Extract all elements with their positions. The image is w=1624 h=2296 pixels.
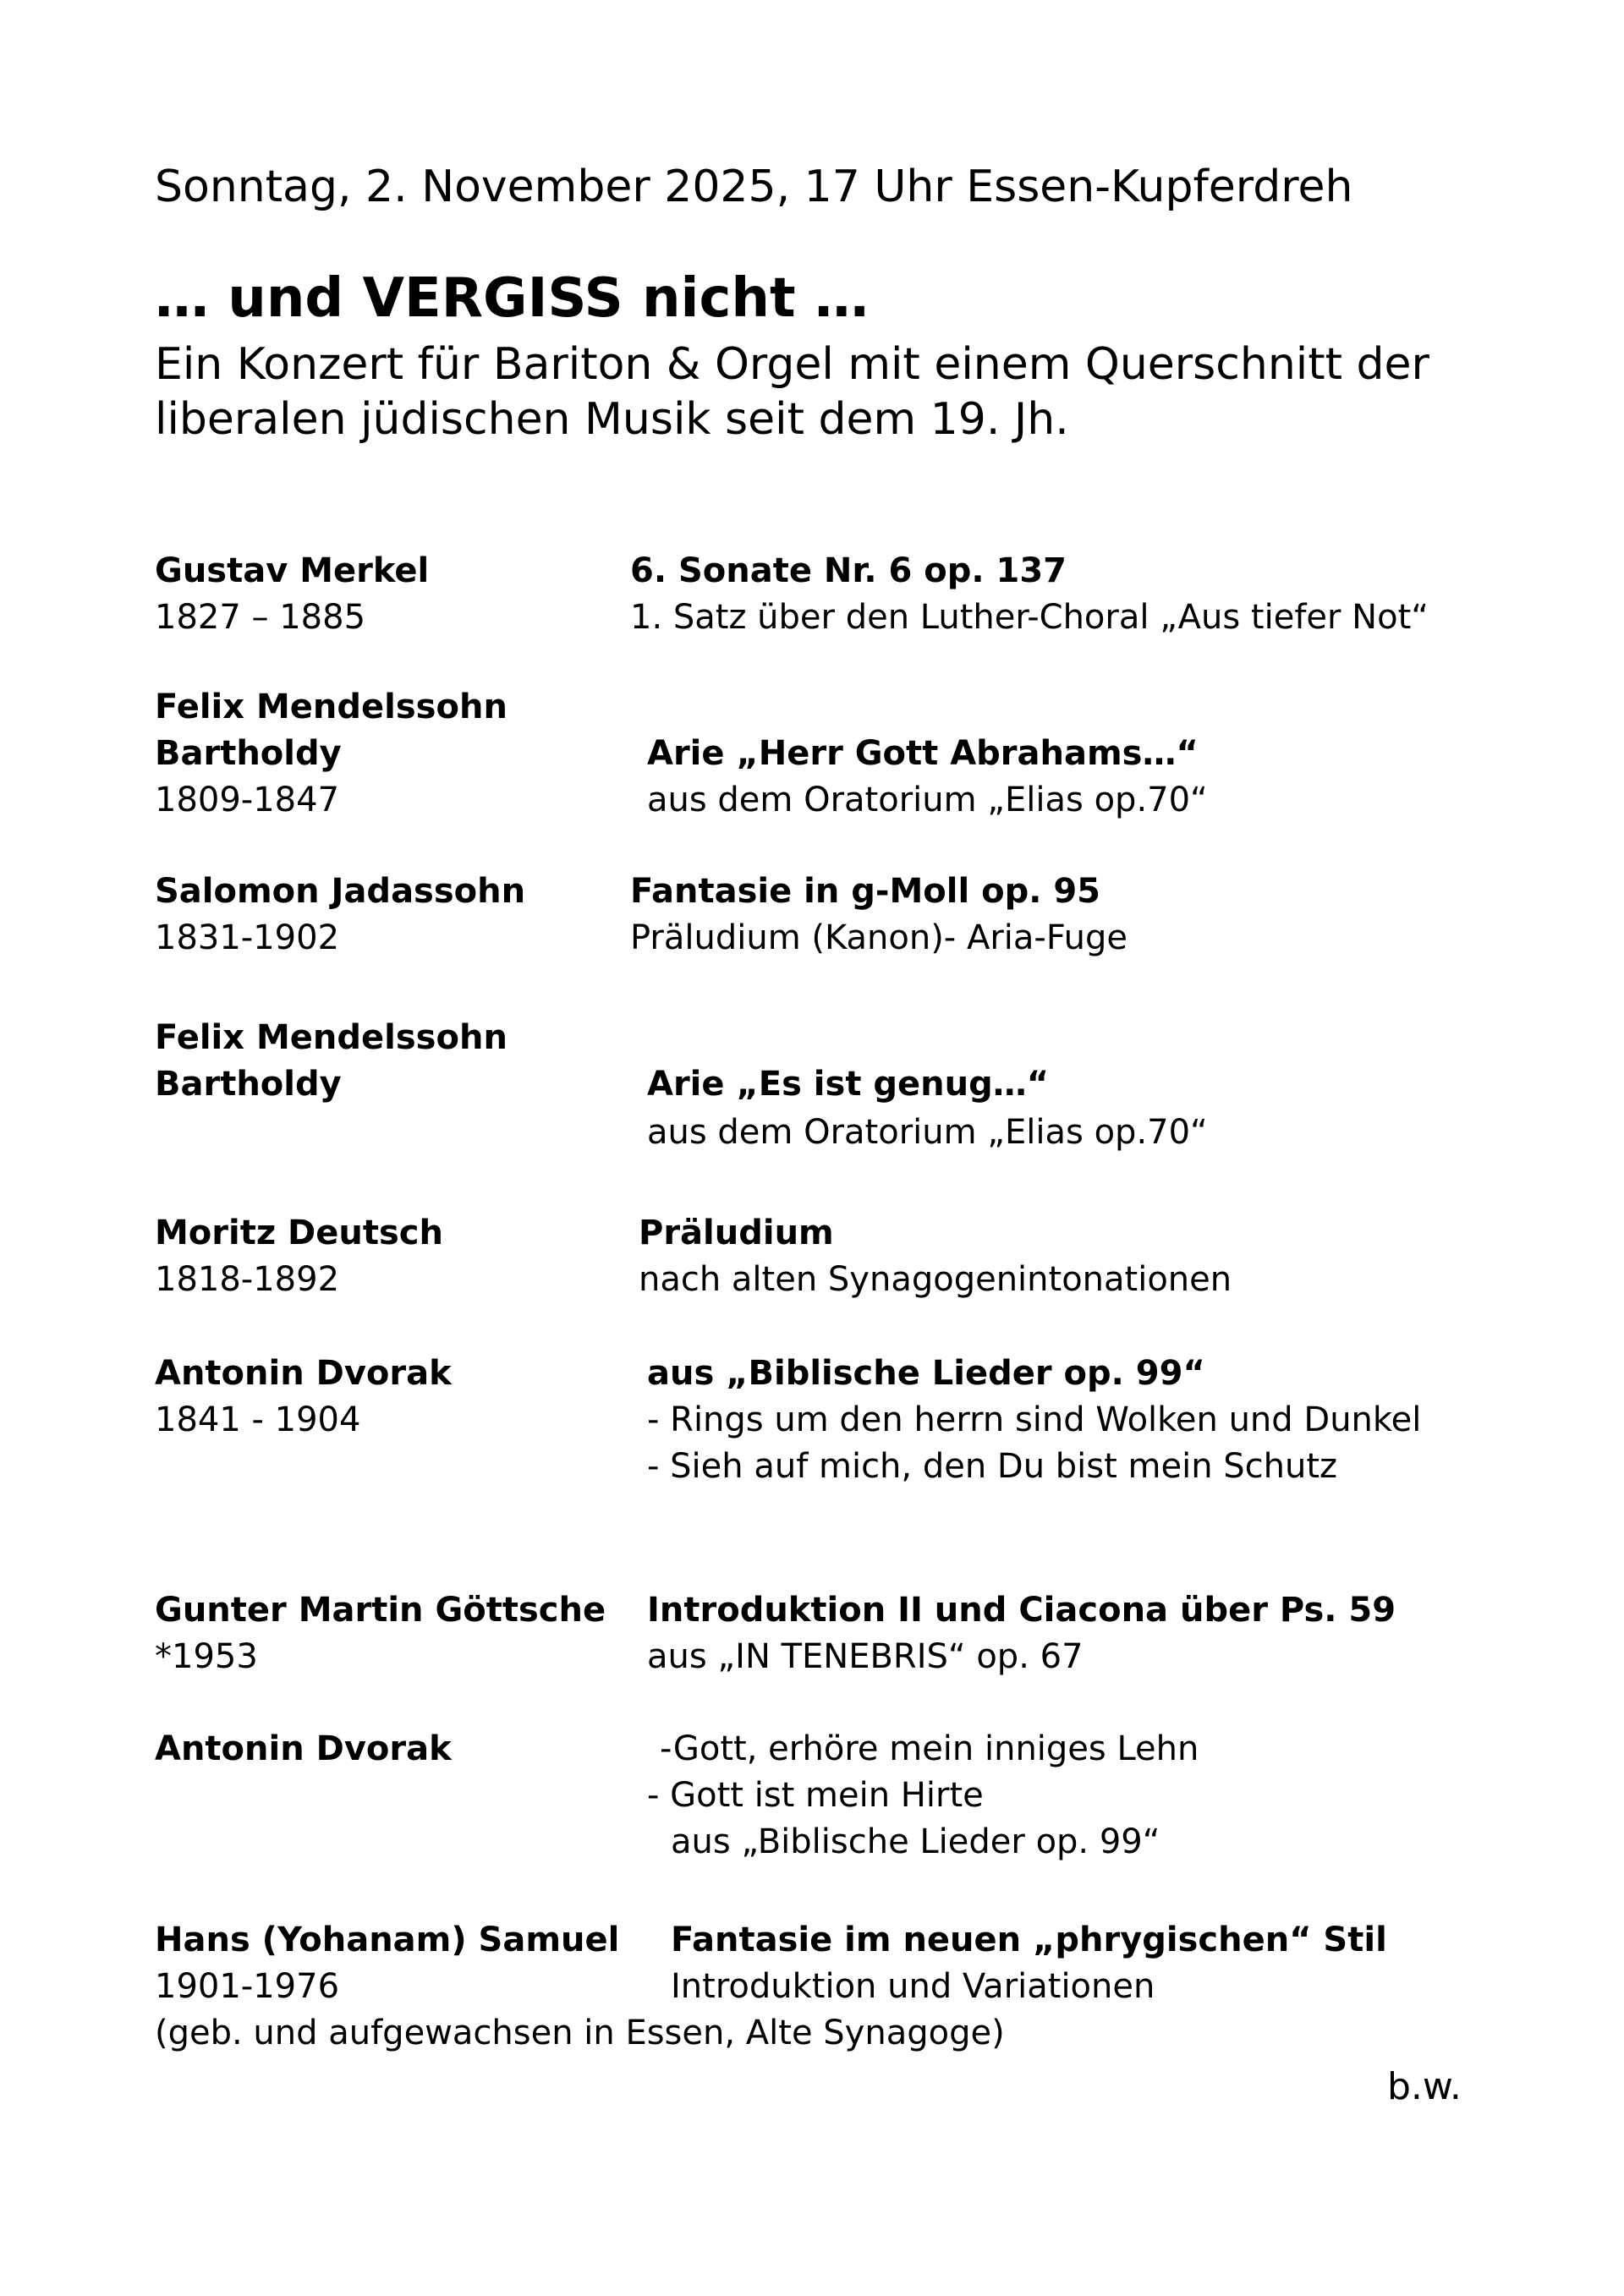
work-title: Introduktion II und Ciacona über Ps. 59	[647, 1591, 1396, 1630]
composer-name-line-2: Bartholdy	[155, 1065, 342, 1104]
composer-years: 1841 - 1904	[155, 1400, 361, 1439]
date-line: Sonntag, 2. November 2025, 17 Uhr Essen-Kupferdreh	[155, 162, 1353, 212]
composer-years: *1953	[155, 1637, 258, 1676]
work-title: Arie „Es ist genug…“	[647, 1065, 1049, 1104]
subtitle-line-2: liberalen jüdischen Musik seit dem 19. Jh.	[155, 394, 1069, 445]
work-detail: Introduktion und Variationen	[671, 1967, 1155, 2006]
subtitle-line-1: Ein Konzert für Bariton & Orgel mit einem Querschnitt der	[155, 339, 1429, 390]
composer-name: Felix Mendelssohn	[155, 688, 508, 726]
work-detail: Präludium (Kanon)- Aria-Fuge	[630, 918, 1127, 957]
work-title: 6. Sonate Nr. 6 op. 137	[630, 551, 1067, 590]
work-detail: nach alten Synagogenintonationen	[639, 1260, 1232, 1299]
work-detail: - Sieh auf mich, den Du bist mein Schutz	[647, 1447, 1338, 1486]
work-title: Fantasie im neuen „phrygischen“ Stil	[671, 1921, 1387, 1959]
composer-name: Gustav Merkel	[155, 551, 430, 590]
work-detail: aus dem Oratorium „Elias op.70“	[647, 781, 1208, 819]
composer-years: 1827 – 1885	[155, 598, 366, 637]
work-detail: aus „Biblische Lieder op. 99“	[671, 1822, 1160, 1861]
composer-name: Antonin Dvorak	[155, 1354, 452, 1393]
work-detail: - Rings um den herrn sind Wolken und Dunkel	[647, 1400, 1422, 1439]
composer-years: 1901-1976	[155, 1967, 340, 2006]
composer-years: 1809-1847	[155, 781, 340, 819]
page-title: … und VERGISS nicht …	[155, 267, 869, 330]
work-detail: -Gott, erhöre mein inniges Lehn	[660, 1729, 1199, 1768]
composer-years: 1831-1902	[155, 918, 340, 957]
composer-name: Salomon Jadassohn	[155, 872, 526, 911]
work-detail: aus dem Oratorium „Elias op.70“	[647, 1113, 1208, 1152]
work-title: Arie „Herr Gott Abrahams…“	[647, 734, 1199, 773]
composer-name: Moritz Deutsch	[155, 1214, 443, 1252]
composer-note: (geb. und aufgewachsen in Essen, Alte Synagoge)	[155, 2014, 1005, 2052]
composer-years: 1818-1892	[155, 1260, 340, 1299]
work-title: Präludium	[639, 1214, 834, 1252]
composer-name: Antonin Dvorak	[155, 1729, 452, 1768]
composer-name: Hans (Yohanam) Samuel	[155, 1921, 620, 1959]
composer-name: Gunter Martin Göttsche	[155, 1591, 606, 1630]
composer-name-line-2: Bartholdy	[155, 734, 342, 773]
continued-note: b.w.	[1387, 2065, 1462, 2108]
work-title: aus „Biblische Lieder op. 99“	[647, 1354, 1205, 1393]
composer-name: Felix Mendelssohn	[155, 1018, 508, 1057]
work-title: Fantasie in g-Moll op. 95	[630, 872, 1101, 911]
work-detail: aus „IN TENEBRIS“ op. 67	[647, 1637, 1084, 1676]
work-detail: 1. Satz über den Luther-Choral „Aus tiefer Not“	[630, 598, 1429, 637]
work-detail: - Gott ist mein Hirte	[647, 1776, 984, 1815]
